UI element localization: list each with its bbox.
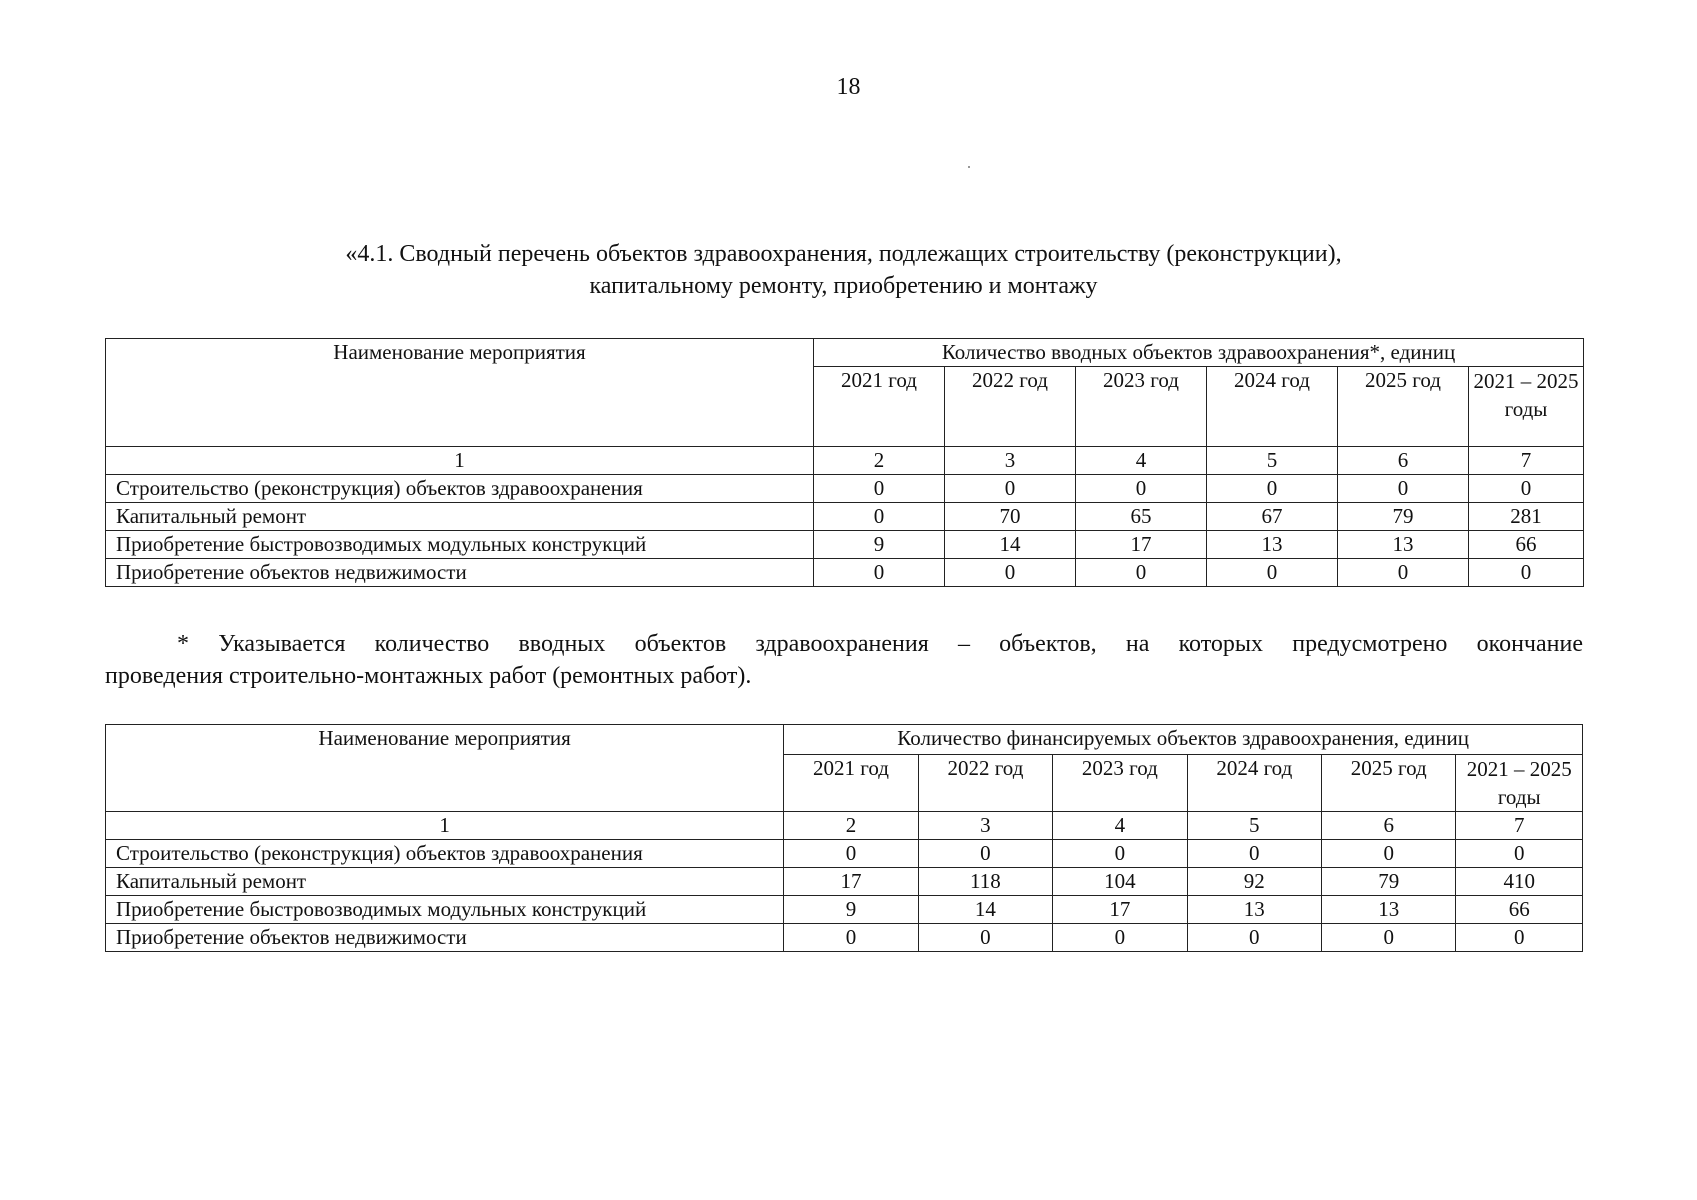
cell-value: 17 <box>1053 896 1187 924</box>
column-number-row <box>106 812 1583 840</box>
cell-value: 0 <box>1322 924 1456 952</box>
column-number: 5 <box>1207 447 1338 475</box>
row-name: Приобретение быстровозводимых модульных конструкций <box>106 531 814 559</box>
cell-value: 17 <box>784 868 918 896</box>
column-number-row <box>106 447 1584 475</box>
cell-value: 0 <box>1207 475 1338 503</box>
footnote-line-1: * Указывается количество вводных объектов здравоохранения – объектов, на которых предусмотрено окончание <box>177 631 1583 657</box>
column-number: 1 <box>106 812 784 840</box>
table-header-row <box>106 725 1583 755</box>
cell-value: 0 <box>1469 475 1584 503</box>
cell-value: 0 <box>1076 475 1207 503</box>
year-header: 2025 год <box>1322 755 1456 812</box>
year-header: 2021 год <box>784 755 918 812</box>
total-years-header: 2021 – 2025 годы <box>1469 367 1584 447</box>
name-column-header: Наименование мероприятия <box>106 725 784 812</box>
column-number: 7 <box>1456 812 1583 840</box>
cell-value: 9 <box>784 896 918 924</box>
row-name: Строительство (реконструкция) объектов здравоохранения <box>106 840 784 868</box>
row-name: Приобретение быстровозводимых модульных конструкций <box>106 896 784 924</box>
table-row <box>106 531 1584 559</box>
cell-value: 0 <box>918 924 1052 952</box>
cell-value: 0 <box>1053 840 1187 868</box>
cell-value: 0 <box>1338 559 1469 587</box>
cell-value: 0 <box>1322 840 1456 868</box>
page-number: 18 <box>836 74 861 100</box>
year-header: 2023 год <box>1076 367 1207 447</box>
cell-value: 0 <box>814 475 945 503</box>
column-number: 6 <box>1338 447 1469 475</box>
cell-value: 0 <box>945 559 1076 587</box>
cell-value: 281 <box>1469 503 1584 531</box>
cell-value: 0 <box>1076 559 1207 587</box>
cell-value: 66 <box>1456 896 1583 924</box>
column-number: 2 <box>784 812 918 840</box>
column-number: 1 <box>106 447 814 475</box>
commissioned-objects-table <box>105 338 1584 587</box>
cell-value: 0 <box>784 924 918 952</box>
name-column-header: Наименование мероприятия <box>106 339 814 447</box>
cell-value: 0 <box>1187 840 1321 868</box>
cell-value: 0 <box>1456 840 1583 868</box>
cell-value: 0 <box>784 840 918 868</box>
year-header: 2024 год <box>1207 367 1338 447</box>
table-header-row <box>106 339 1584 367</box>
cell-value: 0 <box>945 475 1076 503</box>
cell-value: 118 <box>918 868 1052 896</box>
cell-value: 66 <box>1469 531 1584 559</box>
cell-value: 0 <box>814 559 945 587</box>
cell-value: 0 <box>1456 924 1583 952</box>
year-header: 2023 год <box>1053 755 1187 812</box>
cell-value: 65 <box>1076 503 1207 531</box>
row-name: Капитальный ремонт <box>106 868 784 896</box>
cell-value: 9 <box>814 531 945 559</box>
cell-value: 92 <box>1187 868 1321 896</box>
table-row <box>106 868 1583 896</box>
cell-value: 67 <box>1207 503 1338 531</box>
cell-value: 13 <box>1207 531 1338 559</box>
financed-objects-table <box>105 724 1583 952</box>
group-column-header: Количество финансируемых объектов здравоохранения, единиц <box>784 725 1583 755</box>
year-header: 2024 год <box>1187 755 1321 812</box>
footnote-line-2: проведения строительно-монтажных работ (ремонтных работ). <box>105 663 752 689</box>
column-number: 6 <box>1322 812 1456 840</box>
cell-value: 0 <box>918 840 1052 868</box>
cell-value: 0 <box>1207 559 1338 587</box>
cell-value: 13 <box>1187 896 1321 924</box>
table-row <box>106 896 1583 924</box>
cell-value: 0 <box>1338 475 1469 503</box>
scan-speck <box>968 166 970 168</box>
cell-value: 0 <box>1053 924 1187 952</box>
column-number: 4 <box>1076 447 1207 475</box>
footnote <box>105 628 1583 692</box>
cell-value: 0 <box>1187 924 1321 952</box>
column-number: 3 <box>918 812 1052 840</box>
cell-value: 410 <box>1456 868 1583 896</box>
year-header: 2021 год <box>814 367 945 447</box>
row-name: Приобретение объектов недвижимости <box>106 559 814 587</box>
total-years-header: 2021 – 2025 годы <box>1456 755 1583 812</box>
table-row <box>106 475 1584 503</box>
cell-value: 79 <box>1338 503 1469 531</box>
column-number: 2 <box>814 447 945 475</box>
column-number: 4 <box>1053 812 1187 840</box>
table-row <box>106 840 1583 868</box>
column-number: 5 <box>1187 812 1321 840</box>
column-number: 3 <box>945 447 1076 475</box>
group-column-header: Количество вводных объектов здравоохранения*, единиц <box>814 339 1584 367</box>
section-title-line-2: капитальному ремонту, приобретению и монтажу <box>589 273 1098 299</box>
row-name: Приобретение объектов недвижимости <box>106 924 784 952</box>
table-row <box>106 503 1584 531</box>
section-title <box>100 238 1587 302</box>
year-header: 2022 год <box>918 755 1052 812</box>
section-title-line-1: «4.1. Сводный перечень объектов здравоохранения, подлежащих строительству (реконструкции), <box>345 241 1342 267</box>
cell-value: 14 <box>918 896 1052 924</box>
cell-value: 0 <box>814 503 945 531</box>
row-name: Капитальный ремонт <box>106 503 814 531</box>
cell-value: 13 <box>1322 896 1456 924</box>
cell-value: 13 <box>1338 531 1469 559</box>
cell-value: 104 <box>1053 868 1187 896</box>
column-number: 7 <box>1469 447 1584 475</box>
cell-value: 14 <box>945 531 1076 559</box>
table-row <box>106 559 1584 587</box>
cell-value: 17 <box>1076 531 1207 559</box>
year-header: 2022 год <box>945 367 1076 447</box>
cell-value: 70 <box>945 503 1076 531</box>
row-name: Строительство (реконструкция) объектов здравоохранения <box>106 475 814 503</box>
table-row <box>106 924 1583 952</box>
cell-value: 79 <box>1322 868 1456 896</box>
year-header: 2025 год <box>1338 367 1469 447</box>
cell-value: 0 <box>1469 559 1584 587</box>
